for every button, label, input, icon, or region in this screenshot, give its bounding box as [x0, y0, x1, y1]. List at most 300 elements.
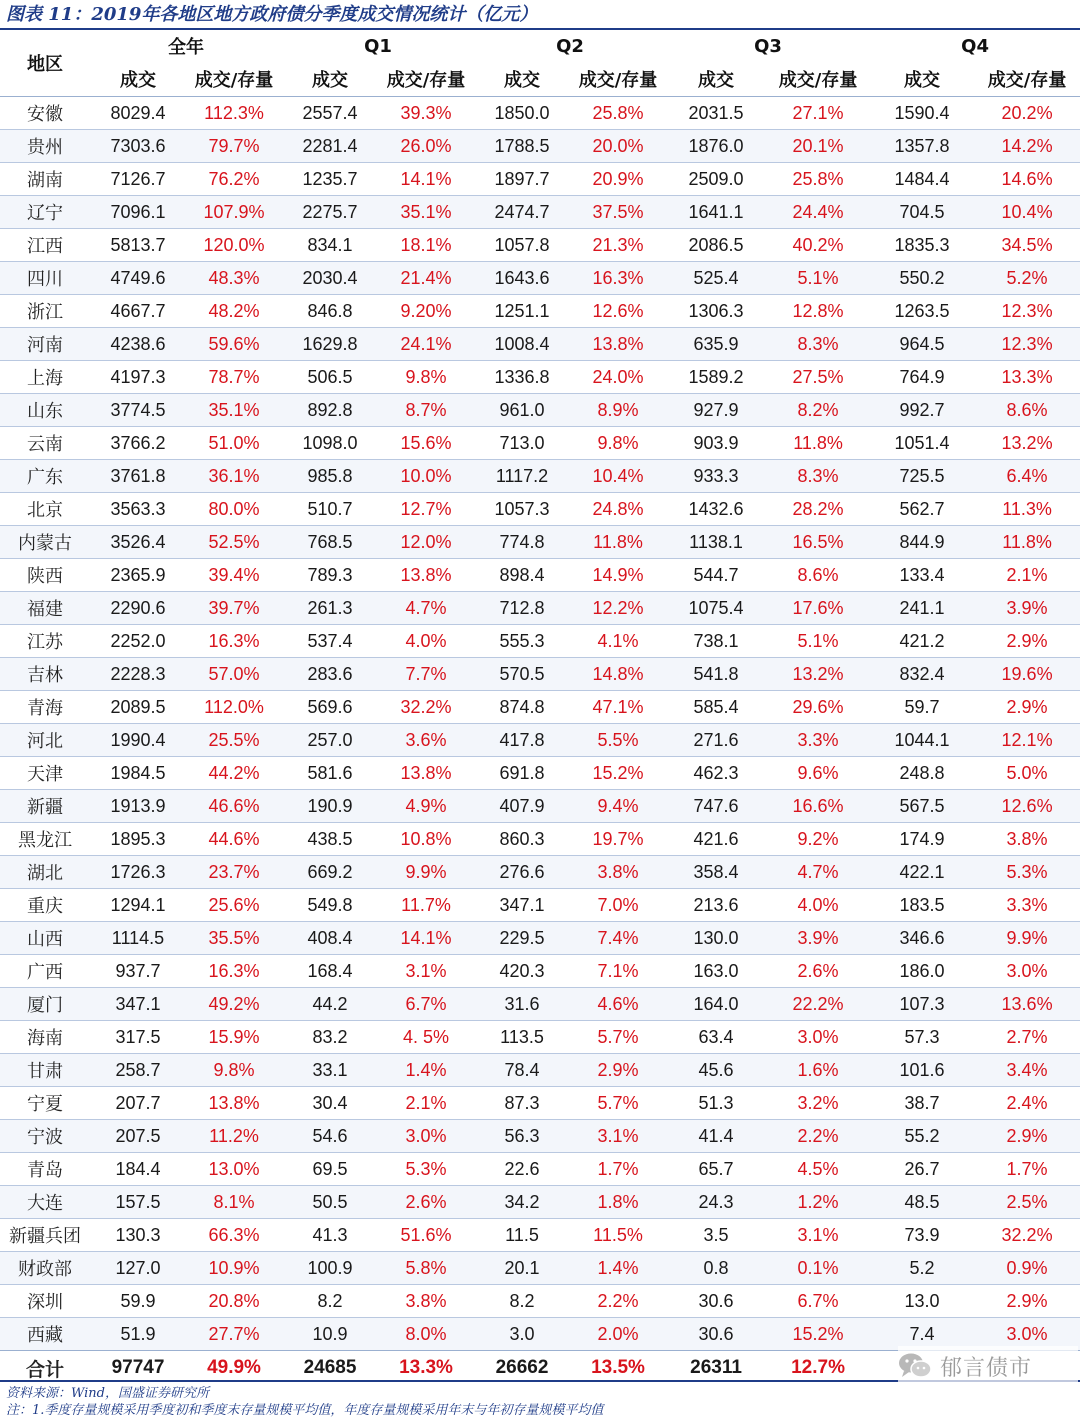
volume-cell: 1117.2 — [495, 465, 549, 486]
ratio-cell: 5.1% — [797, 630, 839, 651]
total-ratio-cell: 13.3% — [378, 1351, 474, 1386]
volume-cell: 725.5 — [899, 465, 945, 486]
ratio-cell: 4.0% — [797, 894, 839, 915]
ratio-cell: 9.8% — [597, 432, 639, 453]
table-row — [0, 592, 1080, 625]
volume-cell: 421.6 — [693, 828, 739, 849]
ratio-cell: 8.6% — [797, 564, 839, 585]
volume-cell: 11.5 — [505, 1224, 539, 1245]
ratio-cell: 11.8% — [1002, 531, 1052, 552]
volume-cell: 3774.5 — [110, 399, 166, 420]
volume-cell: 30.6 — [698, 1290, 734, 1311]
volume-cell: 130.3 — [115, 1224, 161, 1245]
volume-cell: 1432.6 — [688, 498, 744, 519]
sub-header-ratio: 成交/存量 — [987, 70, 1067, 91]
ratio-cell: 120.0% — [203, 234, 265, 255]
table-row — [0, 163, 1080, 196]
volume-cell: 3.5 — [703, 1224, 729, 1245]
volume-cell: 87.3 — [504, 1092, 540, 1113]
region-cell: 贵州 — [27, 137, 63, 158]
ratio-cell: 16.3% — [208, 630, 260, 651]
ratio-cell: 10.9% — [208, 1257, 260, 1278]
volume-cell: 555.3 — [499, 630, 545, 651]
ratio-cell: 76.2% — [208, 168, 260, 189]
volume-cell: 3761.8 — [110, 465, 166, 486]
ratio-cell: 4. 5% — [402, 1026, 450, 1047]
region-cell: 山东 — [27, 401, 63, 422]
table-row — [0, 988, 1080, 1021]
ratio-cell: 9.20% — [400, 300, 452, 321]
ratio-cell: 8.3% — [797, 465, 839, 486]
ratio-cell: 1.7% — [1006, 1158, 1048, 1179]
volume-cell: 774.8 — [499, 531, 545, 552]
volume-cell: 1138.1 — [689, 531, 743, 552]
ratio-cell: 28.2% — [792, 498, 844, 519]
volume-cell: 1835.3 — [894, 234, 950, 255]
volume-cell: 157.5 — [115, 1191, 161, 1212]
ratio-cell: 3.0% — [1006, 960, 1048, 981]
ratio-cell: 8.2% — [797, 399, 839, 420]
volume-cell: 1726.3 — [110, 861, 166, 882]
ratio-cell: 13.3% — [1001, 366, 1053, 387]
ratio-cell: 10.0% — [400, 465, 452, 486]
volume-cell: 421.2 — [899, 630, 945, 651]
ratio-cell: 2.2% — [597, 1290, 639, 1311]
ratio-cell: 6.7% — [405, 993, 447, 1014]
region-cell: 北京 — [27, 500, 63, 521]
total-ratio-cell: 49.9% — [186, 1351, 282, 1386]
total-volume-cell: 26311 — [666, 1351, 766, 1386]
volume-cell: 41.3 — [312, 1224, 348, 1245]
region-cell: 青海 — [27, 698, 63, 719]
ratio-cell: 3.1% — [597, 1125, 639, 1146]
volume-cell: 41.4 — [698, 1125, 734, 1146]
ratio-cell: 32.2% — [400, 696, 452, 717]
volume-cell: 8029.4 — [110, 102, 166, 123]
volume-cell: 207.5 — [115, 1125, 161, 1146]
ratio-cell: 48.2% — [208, 300, 260, 321]
ratio-cell: 24.8% — [592, 498, 644, 519]
ratio-cell: 20.0% — [592, 135, 644, 156]
ratio-cell: 11.5% — [593, 1224, 643, 1245]
volume-cell: 691.8 — [499, 762, 545, 783]
volume-cell: 874.8 — [499, 696, 545, 717]
ratio-cell: 3.3% — [1006, 894, 1048, 915]
ratio-cell: 13.0% — [208, 1158, 260, 1179]
ratio-cell: 8.6% — [1006, 399, 1048, 420]
region-cell: 云南 — [27, 434, 63, 455]
ratio-cell: 3.0% — [405, 1125, 447, 1146]
table-row — [0, 361, 1080, 394]
region-cell: 广西 — [27, 962, 63, 983]
ratio-cell: 2.9% — [1006, 696, 1048, 717]
ratio-cell: 11.2% — [209, 1125, 259, 1146]
ratio-cell: 4.1% — [597, 630, 639, 651]
ratio-cell: 10.4% — [592, 465, 644, 486]
ratio-cell: 2.2% — [797, 1125, 839, 1146]
volume-cell: 1306.3 — [688, 300, 744, 321]
footnote: 注：1.季度存量规模采用季度初和季度末存量规模平均值，年度存量规模采用年末与年初存量规模平均值 — [6, 1403, 604, 1418]
ratio-cell: 23.7% — [208, 861, 260, 882]
sub-header-volume: 成交 — [504, 70, 541, 91]
ratio-cell: 3.6% — [405, 729, 447, 750]
ratio-cell: 35.1% — [400, 201, 452, 222]
table-row — [0, 724, 1080, 757]
sub-header-volume: 成交 — [312, 70, 348, 91]
volume-cell: 229.5 — [499, 927, 545, 948]
volume-cell: 738.1 — [693, 630, 739, 651]
ratio-cell: 15.9% — [208, 1026, 260, 1047]
ratio-cell: 8.0% — [405, 1323, 447, 1344]
ratio-cell: 12.3% — [1001, 300, 1053, 321]
volume-cell: 33.1 — [312, 1059, 348, 1080]
volume-cell: 213.6 — [693, 894, 739, 915]
ratio-cell: 2.5% — [1006, 1191, 1048, 1212]
volume-cell: 63.4 — [698, 1026, 734, 1047]
volume-cell: 258.7 — [115, 1059, 161, 1080]
region-cell: 安徽 — [27, 104, 63, 125]
ratio-cell: 9.9% — [1006, 927, 1048, 948]
volume-cell: 4749.6 — [110, 267, 166, 288]
ratio-cell: 20.2% — [1001, 102, 1053, 123]
volume-cell: 937.7 — [115, 960, 161, 981]
volume-cell: 271.6 — [693, 729, 739, 750]
table-row — [0, 196, 1080, 229]
region-cell: 广东 — [27, 467, 63, 488]
volume-cell: 537.4 — [307, 630, 353, 651]
volume-cell: 56.3 — [504, 1125, 540, 1146]
volume-cell: 562.7 — [899, 498, 945, 519]
volume-cell: 417.8 — [499, 729, 545, 750]
ratio-cell: 39.4% — [208, 564, 260, 585]
region-cell: 内蒙古 — [18, 533, 72, 554]
volume-cell: 1895.3 — [110, 828, 166, 849]
sub-header-volume: 成交 — [698, 70, 735, 91]
ratio-cell: 35.1% — [208, 399, 260, 420]
ratio-cell: 27.1% — [792, 102, 844, 123]
total-volume-cell: 24685 — [282, 1351, 378, 1386]
volume-cell: 927.9 — [693, 399, 739, 420]
volume-cell: 13.0 — [904, 1290, 940, 1311]
region-cell: 江苏 — [27, 632, 63, 653]
volume-cell: 2509.0 — [688, 168, 744, 189]
ratio-cell: 5.0% — [1006, 762, 1048, 783]
volume-cell: 992.7 — [899, 399, 945, 420]
volume-cell: 933.3 — [693, 465, 739, 486]
volume-cell: 1057.8 — [494, 234, 550, 255]
ratio-cell: 5.5% — [597, 729, 639, 750]
ratio-cell: 12.7% — [400, 498, 452, 519]
ratio-cell: 14.1% — [400, 927, 452, 948]
table-row — [0, 889, 1080, 922]
volume-cell: 100.9 — [307, 1257, 353, 1278]
table-row — [0, 1219, 1080, 1252]
ratio-cell: 14.1% — [400, 168, 452, 189]
table-row — [0, 691, 1080, 724]
table-row — [0, 328, 1080, 361]
region-header: 地区 — [27, 54, 63, 75]
ratio-cell: 4.0% — [405, 630, 447, 651]
table-body — [0, 97, 1080, 1386]
ratio-cell: 5.7% — [597, 1092, 639, 1113]
ratio-cell: 24.0% — [592, 366, 644, 387]
volume-cell: 24.3 — [698, 1191, 734, 1212]
volume-cell: 569.6 — [307, 696, 353, 717]
region-cell: 重庆 — [27, 896, 63, 917]
ratio-cell: 35.5% — [208, 927, 260, 948]
volume-cell: 1641.1 — [688, 201, 744, 222]
ratio-cell: 4.7% — [405, 597, 447, 618]
total-volume-cell: 26662 — [474, 1351, 570, 1386]
ratio-cell: 13.2% — [1001, 432, 1053, 453]
ratio-cell: 7.4% — [597, 927, 639, 948]
table-row — [0, 1087, 1080, 1120]
ratio-cell: 32.2% — [1001, 1224, 1053, 1245]
group-header-q2: Q2 — [556, 35, 584, 57]
ratio-cell: 1.4% — [405, 1059, 447, 1080]
ratio-cell: 4.6% — [597, 993, 639, 1014]
ratio-cell: 13.8% — [400, 564, 452, 585]
sub-header-volume: 成交 — [120, 70, 156, 91]
volume-cell: 422.1 — [899, 861, 945, 882]
ratio-cell: 12.6% — [1001, 795, 1053, 816]
ratio-cell: 6.4% — [1006, 465, 1048, 486]
volume-cell: 1235.7 — [302, 168, 358, 189]
volume-cell: 168.4 — [307, 960, 353, 981]
volume-cell: 1051.4 — [894, 432, 950, 453]
ratio-cell: 25.5% — [208, 729, 260, 750]
volume-cell: 50.5 — [312, 1191, 348, 1212]
ratio-cell: 49.2% — [208, 993, 260, 1014]
table-row — [0, 1285, 1080, 1318]
volume-cell: 186.0 — [899, 960, 945, 981]
ratio-cell: 2.9% — [1006, 630, 1048, 651]
volume-cell: 764.9 — [899, 366, 945, 387]
volume-cell: 1850.0 — [494, 102, 550, 123]
volume-cell: 834.1 — [307, 234, 353, 255]
region-cell: 大连 — [27, 1193, 63, 1214]
volume-cell: 903.9 — [693, 432, 739, 453]
ratio-cell: 3.1% — [405, 960, 447, 981]
region-cell: 甘肃 — [27, 1061, 63, 1082]
table-row — [0, 1120, 1080, 1153]
table-row — [0, 625, 1080, 658]
ratio-cell: 3.9% — [797, 927, 839, 948]
ratio-cell: 9.4% — [597, 795, 639, 816]
ratio-cell: 9.9% — [405, 861, 447, 882]
volume-cell: 462.3 — [693, 762, 739, 783]
volume-cell: 358.4 — [693, 861, 739, 882]
ratio-cell: 3.0% — [797, 1026, 839, 1047]
volume-cell: 7303.6 — [110, 135, 166, 156]
ratio-cell: 40.2% — [792, 234, 844, 255]
volume-cell: 69.5 — [312, 1158, 348, 1179]
ratio-cell: 107.9% — [203, 201, 265, 222]
volume-cell: 57.3 — [904, 1026, 940, 1047]
ratio-cell: 2.9% — [597, 1059, 639, 1080]
ratio-cell: 3.0% — [1006, 1323, 1048, 1344]
region-cell: 辽宁 — [27, 203, 63, 224]
region-cell: 厦门 — [27, 995, 63, 1016]
region-cell: 江西 — [27, 236, 63, 257]
volume-cell: 438.5 — [307, 828, 353, 849]
region-cell: 财政部 — [18, 1259, 72, 1280]
volume-cell: 1263.5 — [894, 300, 950, 321]
volume-cell: 7.4 — [909, 1323, 935, 1344]
table-row — [0, 922, 1080, 955]
region-cell: 宁夏 — [27, 1094, 63, 1115]
volume-cell: 30.4 — [312, 1092, 348, 1113]
volume-cell: 1044.1 — [894, 729, 950, 750]
total-ratio-cell: 13.5% — [570, 1351, 666, 1386]
volume-cell: 45.6 — [698, 1059, 734, 1080]
volume-cell: 257.0 — [307, 729, 353, 750]
region-cell: 西藏 — [27, 1325, 63, 1346]
ratio-cell: 11.8% — [793, 432, 843, 453]
volume-cell: 5813.7 — [110, 234, 166, 255]
volume-cell: 1984.5 — [110, 762, 166, 783]
table-row — [0, 1054, 1080, 1087]
volume-cell: 1484.4 — [894, 168, 950, 189]
region-cell: 吉林 — [27, 665, 63, 686]
volume-cell: 347.1 — [499, 894, 545, 915]
table-row — [0, 823, 1080, 856]
region-cell: 宁波 — [27, 1127, 63, 1148]
ratio-cell: 46.6% — [208, 795, 260, 816]
table-row — [0, 493, 1080, 526]
sub-header-volume: 成交 — [904, 70, 941, 91]
ratio-cell: 12.0% — [400, 531, 452, 552]
volume-cell: 127.0 — [115, 1257, 161, 1278]
volume-cell: 1643.6 — [494, 267, 550, 288]
volume-cell: 635.9 — [693, 333, 739, 354]
sub-header-ratio: 成交/存量 — [194, 70, 274, 91]
volume-cell: 163.0 — [693, 960, 739, 981]
volume-cell: 985.8 — [307, 465, 353, 486]
ratio-cell: 39.3% — [400, 102, 452, 123]
ratio-cell: 0.1% — [797, 1257, 839, 1278]
total-label: 合计 — [0, 1351, 90, 1386]
ratio-cell: 5.2% — [1006, 267, 1048, 288]
volume-cell: 2281.4 — [302, 135, 358, 156]
volume-cell: 892.8 — [307, 399, 353, 420]
volume-cell: 4238.6 — [110, 333, 166, 354]
volume-cell: 1990.4 — [110, 729, 166, 750]
wechat-icon — [898, 1352, 932, 1380]
table-row — [0, 955, 1080, 988]
volume-cell: 4667.7 — [110, 300, 166, 321]
region-cell: 陕西 — [27, 566, 63, 587]
ratio-cell: 16.5% — [792, 531, 844, 552]
region-cell: 河南 — [27, 335, 63, 356]
ratio-cell: 13.8% — [592, 333, 644, 354]
volume-cell: 283.6 — [307, 663, 353, 684]
ratio-cell: 14.6% — [1001, 168, 1053, 189]
ratio-cell: 2.9% — [1006, 1290, 1048, 1311]
ratio-cell: 19.7% — [592, 828, 644, 849]
ratio-cell: 3.4% — [1006, 1059, 1048, 1080]
ratio-cell: 78.7% — [208, 366, 260, 387]
volume-cell: 1098.0 — [302, 432, 358, 453]
table-row — [0, 1252, 1080, 1285]
region-cell: 天津 — [27, 764, 63, 785]
group-header-q3: Q3 — [754, 35, 782, 57]
volume-cell: 712.8 — [499, 597, 545, 618]
volume-cell: 2252.0 — [110, 630, 166, 651]
volume-cell: 2228.3 — [110, 663, 166, 684]
ratio-cell: 51.6% — [400, 1224, 452, 1245]
volume-cell: 174.9 — [899, 828, 945, 849]
ratio-cell: 3.2% — [797, 1092, 839, 1113]
volume-cell: 585.4 — [693, 696, 739, 717]
volume-cell: 544.7 — [693, 564, 739, 585]
group-header-annual: 全年 — [168, 37, 204, 58]
ratio-cell: 8.7% — [405, 399, 447, 420]
ratio-cell: 2.6% — [797, 960, 839, 981]
volume-cell: 1876.0 — [688, 135, 744, 156]
region-cell: 福建 — [27, 599, 63, 620]
ratio-cell: 12.3% — [1001, 333, 1053, 354]
ratio-cell: 29.6% — [792, 696, 844, 717]
ratio-cell: 36.1% — [208, 465, 260, 486]
ratio-cell: 9.2% — [797, 828, 839, 849]
region-cell: 海南 — [27, 1028, 63, 1049]
ratio-cell: 10.8% — [400, 828, 452, 849]
ratio-cell: 44.2% — [208, 762, 260, 783]
volume-cell: 1251.1 — [494, 300, 550, 321]
ratio-cell: 59.6% — [208, 333, 260, 354]
volume-cell: 506.5 — [307, 366, 353, 387]
ratio-cell: 1.2% — [797, 1191, 839, 1212]
volume-cell: 2290.6 — [110, 597, 166, 618]
volume-cell: 8.2 — [317, 1290, 343, 1311]
region-cell: 山西 — [27, 929, 63, 950]
ratio-cell: 79.7% — [208, 135, 260, 156]
volume-cell: 1294.1 — [110, 894, 166, 915]
ratio-cell: 16.3% — [592, 267, 644, 288]
volume-cell: 130.0 — [693, 927, 739, 948]
ratio-cell: 5.3% — [405, 1158, 447, 1179]
volume-cell: 0.8 — [703, 1257, 729, 1278]
volume-cell: 65.7 — [698, 1158, 734, 1179]
ratio-cell: 9.6% — [797, 762, 839, 783]
ratio-cell: 11.7% — [401, 894, 451, 915]
volume-cell: 3.0 — [509, 1323, 535, 1344]
ratio-cell: 7.0% — [597, 894, 639, 915]
volume-cell: 1590.4 — [894, 102, 950, 123]
volume-cell: 898.4 — [499, 564, 545, 585]
table-row — [0, 790, 1080, 823]
ratio-cell: 20.9% — [592, 168, 644, 189]
ratio-cell: 14.9% — [592, 564, 644, 585]
volume-cell: 2089.5 — [110, 696, 166, 717]
ratio-cell: 14.8% — [592, 663, 644, 684]
volume-cell: 768.5 — [307, 531, 353, 552]
table-row — [0, 427, 1080, 460]
ratio-cell: 7.1% — [597, 960, 639, 981]
ratio-cell: 1.7% — [597, 1158, 639, 1179]
volume-cell: 55.2 — [904, 1125, 940, 1146]
volume-cell: 44.2 — [312, 993, 348, 1014]
volume-cell: 2030.4 — [302, 267, 358, 288]
volume-cell: 346.6 — [899, 927, 945, 948]
group-header-q4: Q4 — [961, 35, 989, 57]
volume-cell: 2031.5 — [688, 102, 744, 123]
volume-cell: 34.2 — [504, 1191, 540, 1212]
ratio-cell: 37.5% — [592, 201, 644, 222]
volume-cell: 20.1 — [504, 1257, 540, 1278]
volume-cell: 1336.8 — [494, 366, 550, 387]
